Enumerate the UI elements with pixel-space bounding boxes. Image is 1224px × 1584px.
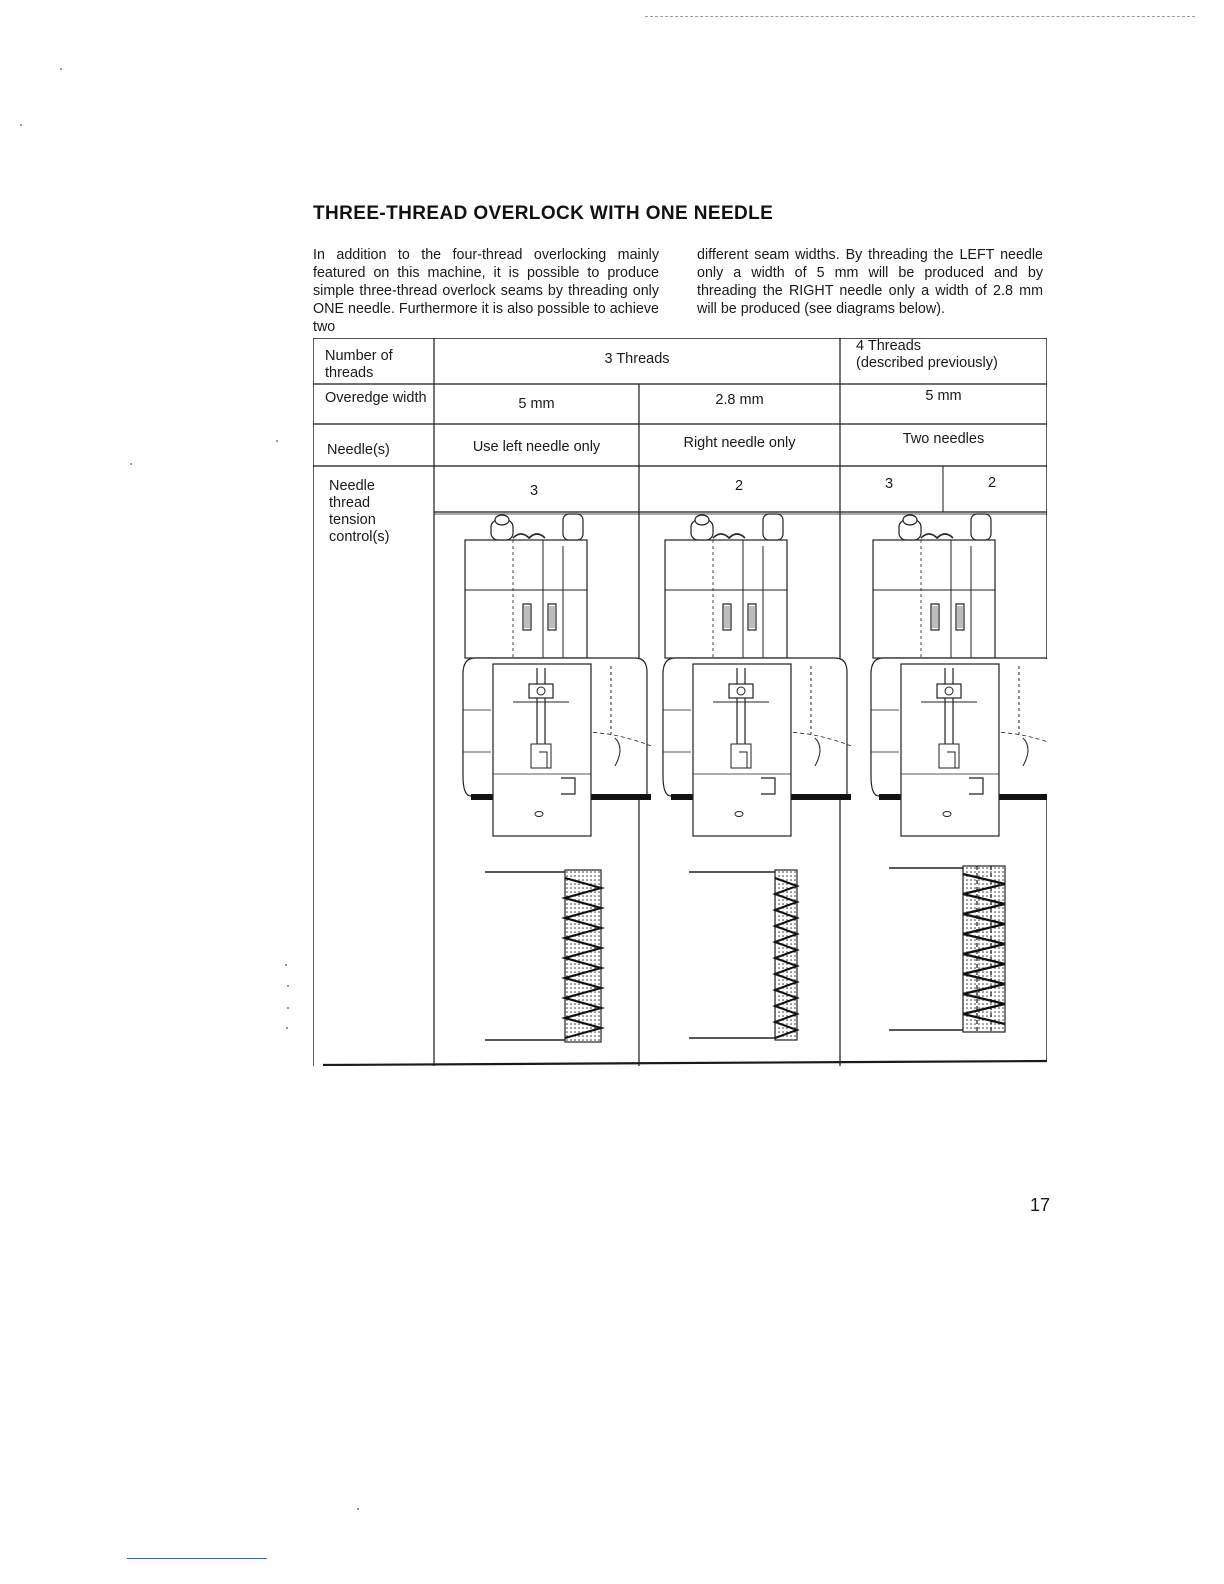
row-label-overedge-width: Overedge width: [325, 390, 427, 406]
top-scan-rule: [645, 16, 1195, 17]
intro-paragraph-right: different seam widths. By threading the LEFT needle only a width of 5 mm will be produced and by threading the RIGHT needle only a width of 2.8 mm will be produced (see diagrams below).: [697, 247, 1043, 317]
machine-illustration-right-needle: [663, 514, 851, 836]
page-number: 17: [1030, 1195, 1051, 1215]
tension-two-needles-left: 3: [885, 476, 894, 492]
scan-speck: [60, 68, 62, 70]
width-two-needles: 5 mm: [925, 388, 962, 404]
scan-speck: [285, 964, 287, 966]
tension-left-needle: 3: [530, 483, 539, 499]
seam-diagram-5mm-4-thread: [889, 866, 1005, 1032]
thread-configuration-table: [313, 338, 1047, 1066]
scan-speck: [276, 440, 278, 442]
header-3-threads: 3 Threads: [604, 351, 670, 367]
needles-right-only: Right needle only: [683, 435, 796, 451]
scan-speck: [130, 463, 132, 465]
header-4-threads-line2: (described previously): [856, 355, 998, 371]
seam-diagram-2-8mm-3-thread: [689, 870, 797, 1040]
scan-speck: [287, 985, 289, 987]
row-label-tension-controls: Needle thread tension control(s): [329, 478, 390, 545]
header-4-threads-line1: 4 Threads: [856, 338, 922, 354]
row-label-needles: Needle(s): [327, 442, 390, 458]
machine-illustration-two-needles: [871, 514, 1047, 836]
bottom-scan-rule: [127, 1558, 267, 1559]
scan-speck: [286, 1027, 288, 1029]
tension-two-needles-right: 2: [988, 475, 997, 491]
row-label-number-of-threads: Number of threads: [325, 348, 393, 381]
needles-two: Two needles: [902, 431, 985, 447]
header-4-threads: [856, 338, 1046, 372]
page-title: THREE-THREAD OVERLOCK WITH ONE NEEDLE: [313, 203, 774, 224]
intro-paragraph-left: In addition to the four-thread overlocking mainly featured on this machine, it is possible to produce simple three-thread overlock seams by threading only ONE needle. Furthermore it is also possible to achieve two: [313, 247, 659, 335]
machine-illustration-left-needle: [463, 514, 651, 836]
tension-right-needle: 2: [735, 478, 744, 494]
width-right-needle: 2.8 mm: [715, 392, 764, 408]
scan-speck: [287, 1007, 289, 1009]
seam-diagram-5mm-3-thread: [485, 870, 601, 1042]
scan-speck: [20, 124, 22, 126]
needles-left-only: Use left needle only: [472, 439, 601, 455]
width-left-needle: 5 mm: [518, 396, 555, 412]
scan-speck: [357, 1508, 359, 1510]
